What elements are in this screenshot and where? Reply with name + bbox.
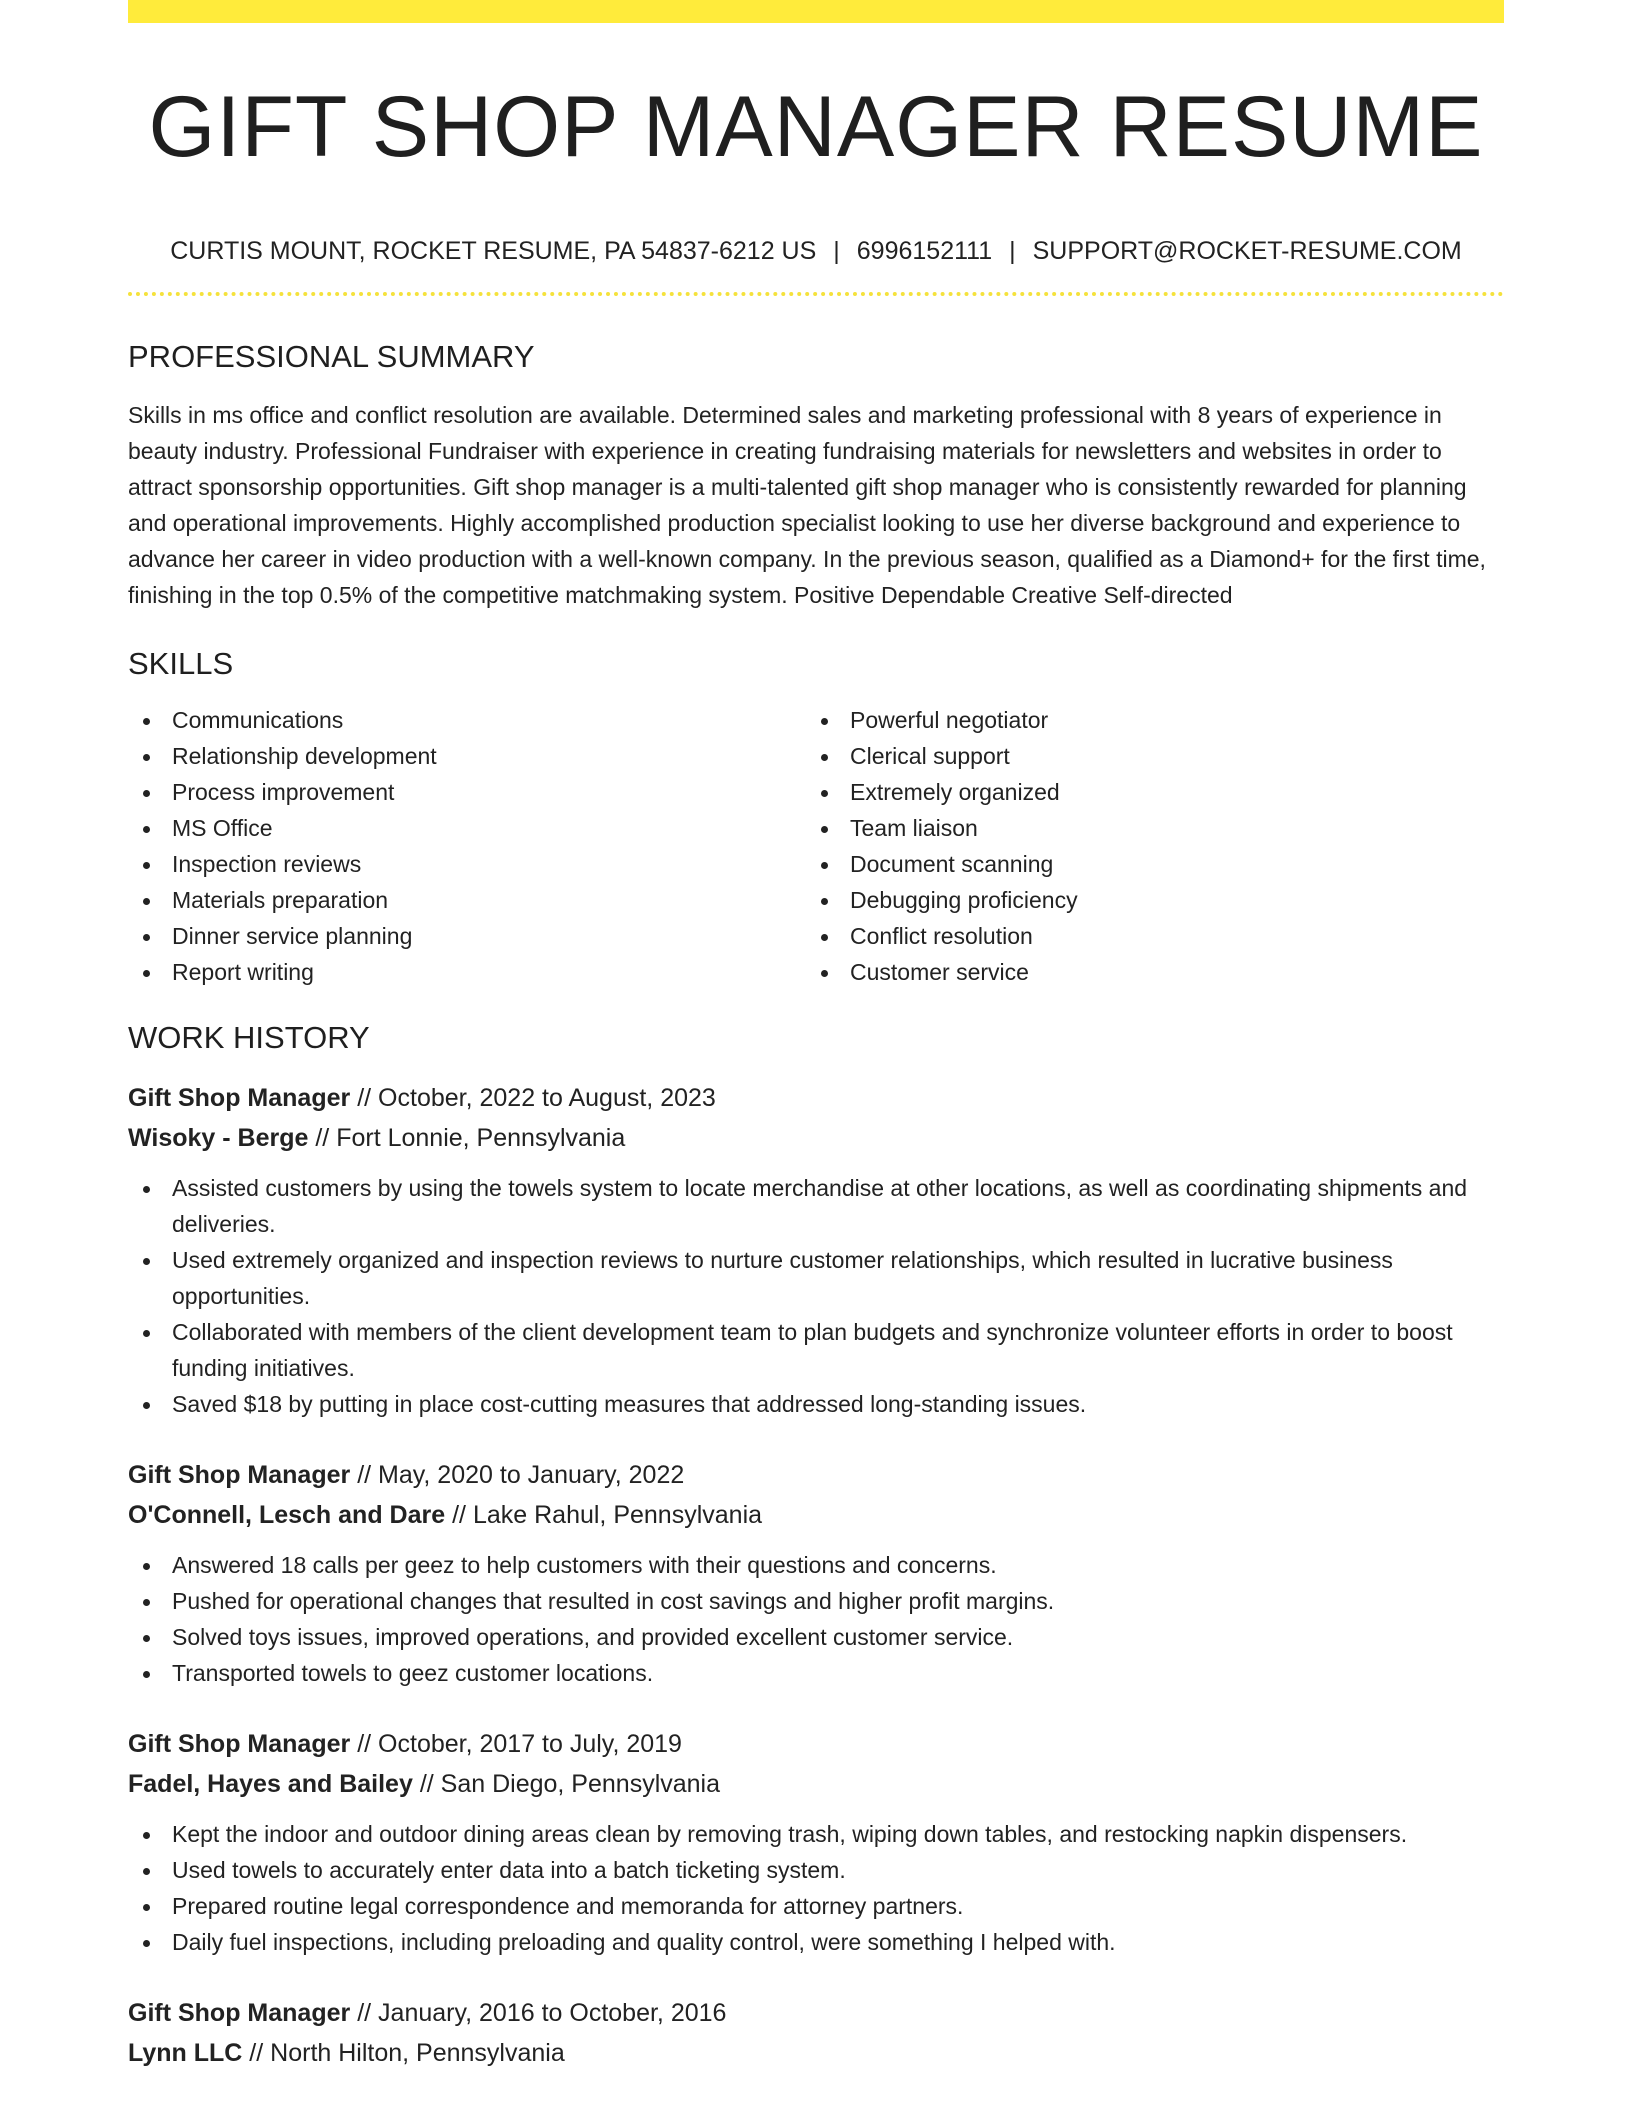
job-bullet: Prepared routine legal correspondence and memoranda for attorney partners.	[128, 1888, 1504, 1924]
skill-item: Powerful negotiator	[806, 702, 1484, 738]
contact-phone: 6996152111	[856, 237, 993, 265]
job-dates: May, 2020 to January, 2022	[378, 1461, 685, 1489]
job-bullets	[128, 1170, 1504, 1422]
skill-item: Team liaison	[806, 810, 1484, 846]
job-divider: //	[357, 1461, 372, 1489]
job-location: Fort Lonnie, Pennsylvania	[336, 1124, 626, 1152]
resume-page	[128, 0, 1504, 2073]
skills-column-left	[128, 702, 806, 990]
contact-separator: |	[1009, 237, 1016, 265]
job-bullet: Transported towels to geez customer locations.	[128, 1655, 1504, 1691]
job-title-line	[128, 1455, 1504, 1495]
job-title: Gift Shop Manager	[128, 1084, 351, 1112]
header-dotted-divider	[128, 292, 1504, 296]
job-title-line	[128, 1078, 1504, 1118]
job-title-line	[128, 1993, 1504, 2033]
job-bullet: Answered 18 calls per geez to help customers with their questions and concerns.	[128, 1547, 1504, 1583]
skill-item: Dinner service planning	[128, 918, 806, 954]
job-company: Lynn LLC	[128, 2039, 243, 2067]
job-dates: January, 2016 to October, 2016	[378, 1999, 727, 2027]
skill-item: MS Office	[128, 810, 806, 846]
job-company: Fadel, Hayes and Bailey	[128, 1770, 413, 1798]
job-entry	[128, 1078, 1504, 1422]
job-dates: October, 2022 to August, 2023	[378, 1084, 716, 1112]
job-dates: October, 2017 to July, 2019	[378, 1730, 682, 1758]
job-bullet: Assisted customers by using the towels system to locate merchandise at other locations, as well as coordinating shipments and deliveries.	[128, 1170, 1504, 1242]
job-bullet: Solved toys issues, improved operations, and provided excellent customer service.	[128, 1619, 1504, 1655]
skill-item: Inspection reviews	[128, 846, 806, 882]
job-location: San Diego, Pennsylvania	[440, 1770, 721, 1798]
job-title: Gift Shop Manager	[128, 1730, 351, 1758]
job-entry	[128, 1455, 1504, 1691]
contact-line	[128, 236, 1504, 266]
job-divider: //	[249, 2039, 264, 2067]
skill-item: Document scanning	[806, 846, 1484, 882]
job-company-line	[128, 1495, 1504, 1535]
job-bullets	[128, 1547, 1504, 1691]
job-divider: //	[357, 1084, 372, 1112]
contact-email: SUPPORT@ROCKET-RESUME.COM	[1032, 237, 1462, 265]
job-bullets	[128, 1816, 1504, 1960]
job-title: Gift Shop Manager	[128, 1461, 351, 1489]
skill-item: Customer service	[806, 954, 1484, 990]
job-bullet: Saved $18 by putting in place cost-cutting measures that addressed long-standing issues.	[128, 1386, 1504, 1422]
job-company-line	[128, 1764, 1504, 1804]
job-title: Gift Shop Manager	[128, 1999, 351, 2027]
job-bullet: Used towels to accurately enter data into a batch ticketing system.	[128, 1852, 1504, 1888]
header-accent-bar	[128, 0, 1504, 23]
skill-item: Clerical support	[806, 738, 1484, 774]
job-title-line	[128, 1724, 1504, 1764]
work-history-heading: WORK HISTORY	[128, 1020, 370, 1055]
skill-item: Debugging proficiency	[806, 882, 1484, 918]
skill-item: Report writing	[128, 954, 806, 990]
job-divider: //	[315, 1124, 330, 1152]
skill-item: Materials preparation	[128, 882, 806, 918]
skill-item: Conflict resolution	[806, 918, 1484, 954]
job-bullet: Daily fuel inspections, including preloading and quality control, were something I helped with.	[128, 1924, 1504, 1960]
skills-heading: SKILLS	[128, 646, 234, 681]
job-location: North Hilton, Pennsylvania	[270, 2039, 565, 2067]
job-bullet: Used extremely organized and inspection reviews to nurture customer relationships, which resulted in lucrative business opportunities.	[128, 1242, 1504, 1314]
job-company: O'Connell, Lesch and Dare	[128, 1501, 446, 1529]
skill-item: Relationship development	[128, 738, 806, 774]
job-divider: //	[419, 1770, 434, 1798]
job-bullet: Kept the indoor and outdoor dining areas clean by removing trash, wiping down tables, and restocking napkin dispensers.	[128, 1816, 1504, 1852]
skill-item: Communications	[128, 702, 806, 738]
job-entry	[128, 1993, 1504, 2073]
job-divider: //	[357, 1999, 372, 2027]
contact-separator: |	[833, 237, 840, 265]
job-company-line	[128, 1118, 1504, 1158]
contact-address: CURTIS MOUNT, ROCKET RESUME, PA 54837-6212 US	[170, 237, 817, 265]
job-entry	[128, 1724, 1504, 1960]
job-bullet: Collaborated with members of the client development team to plan budgets and synchronize volunteer efforts in order to boost funding initiatives.	[128, 1314, 1504, 1386]
skills-column-right	[806, 702, 1484, 990]
skill-item: Process improvement	[128, 774, 806, 810]
skill-item: Extremely organized	[806, 774, 1484, 810]
summary-text: Skills in ms office and conflict resolution are available. Determined sales and marketing professional with 8 years of experience in beauty industry. Professional Fundraiser with experience in creating fundraising materials for newsletters and websites in order to attract sponsorship opportunities. Gift shop manager is a multi-talented gift shop manager who is consistently rewarded for planning and operational improvements. Highly accomplished production specialist looking to use her diverse background and experience to advance her career in video production with a well-known company. In the previous season, qualified as a Diamond+ for the first time, finishing in the top 0.5% of the competitive matchmaking system. Positive Dependable Creative Self-directed	[128, 402, 1486, 608]
resume-title: GIFT SHOP MANAGER RESUME	[148, 79, 1484, 175]
job-location: Lake Rahul, Pennsylvania	[472, 1501, 763, 1529]
job-divider: //	[452, 1501, 466, 1529]
job-bullet: Pushed for operational changes that resulted in cost savings and higher profit margins.	[128, 1583, 1504, 1619]
skills-grid	[128, 702, 1504, 990]
summary-heading: PROFESSIONAL SUMMARY	[128, 339, 535, 374]
job-divider: //	[357, 1730, 372, 1758]
job-company-line	[128, 2033, 1504, 2073]
job-company: Wisoky - Berge	[128, 1124, 309, 1152]
